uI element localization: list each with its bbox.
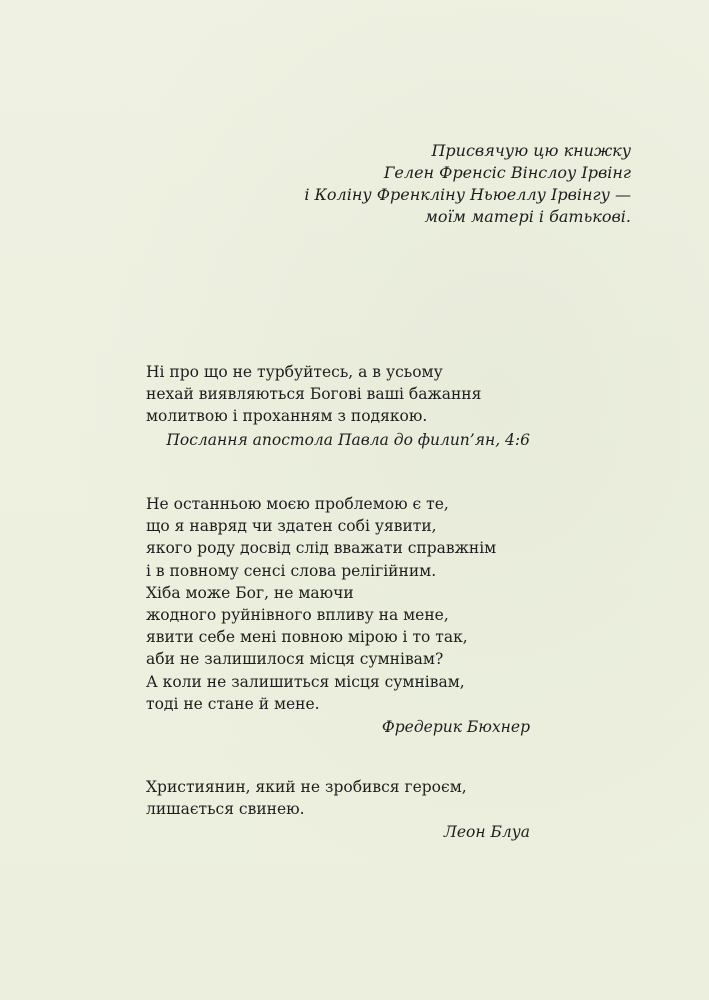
epigraph-source: Послання апостола Павла до филип’ян, 4:6 bbox=[166, 430, 530, 449]
epigraph-line: що я навряд чи здатен собі уявити, bbox=[146, 517, 437, 536]
epigraph-line: лишається свинею. bbox=[146, 800, 305, 819]
epigraph-line: аби не залишилося місця сумнівам? bbox=[146, 650, 444, 669]
epigraph-line: жодного руйнівного впливу на мене, bbox=[146, 606, 449, 625]
epigraph-line: і в повному сенсі слова релігійним. bbox=[146, 561, 437, 580]
epigraph-line: нехай виявляються Богові ваші бажання bbox=[146, 385, 482, 404]
epigraph-line: Не останньою моєю проблемою є те, bbox=[146, 495, 449, 513]
dedication bbox=[111, 140, 631, 228]
epigraph-line: тоді не стане й мене. bbox=[146, 694, 320, 713]
epigraph-bloy bbox=[146, 776, 530, 844]
epigraph-source: Леон Блуа bbox=[443, 823, 530, 842]
epigraph-buechner bbox=[146, 493, 530, 738]
epigraph-line: Хіба може Бог, не маючи bbox=[146, 583, 354, 602]
epigraph-line: явити себе мені повною мірою і то так, bbox=[146, 628, 468, 647]
dedication-line: Гелен Френсіс Вінслоу Ірвінг bbox=[383, 163, 631, 182]
epigraph-line: Християнин, який не зробився героєм, bbox=[146, 778, 467, 796]
epigraph-line: якого роду досвід слід вважати справжнім bbox=[146, 539, 497, 558]
dedication-line: і Коліну Френкліну Ньюеллу Ірвінгу — bbox=[304, 185, 631, 204]
epigraph-bible bbox=[146, 361, 530, 451]
epigraph-line: молитвою і проханням з подякою. bbox=[146, 407, 428, 426]
epigraph-line: Ні про що не турбуйтесь, а в усьому bbox=[146, 363, 443, 381]
dedication-line: Присвячую цю книжку bbox=[431, 141, 631, 160]
dedication-line: моїм матері і батькові. bbox=[424, 207, 631, 226]
epigraph-source: Фредерик Бюхнер bbox=[381, 718, 530, 737]
epigraph-line: А коли не залишиться місця сумнівам, bbox=[146, 672, 465, 691]
